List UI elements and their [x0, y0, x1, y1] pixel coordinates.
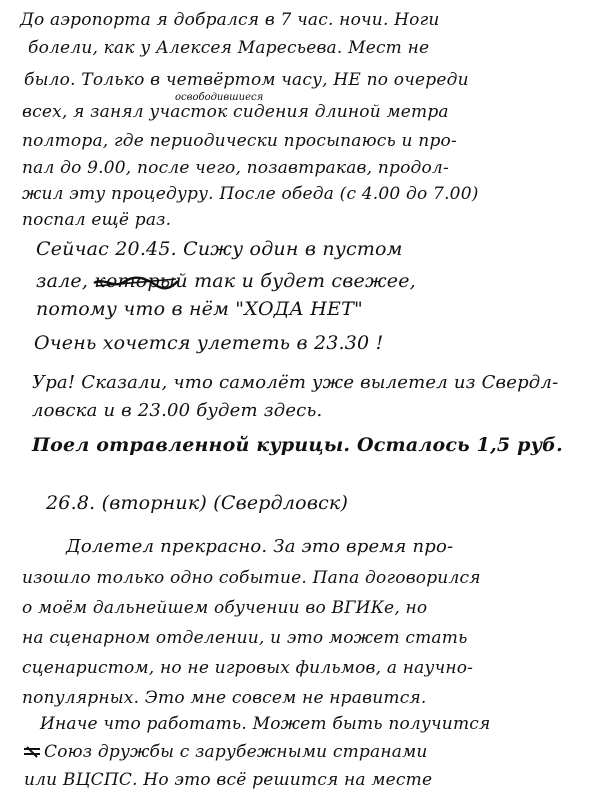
- text-line-24: Союз дружбы с зарубежными странами: [44, 742, 428, 762]
- text-line-13: Ура! Сказали, что самолёт уже вылетел из Свердл-: [32, 372, 559, 393]
- crossed-out-mark: [22, 745, 42, 759]
- text-line-7: жил эту процедуру. После обеда (с 4.00 до 7.00): [22, 184, 479, 204]
- insertion-above-line-3: освободившиеся: [175, 92, 264, 103]
- text-line-25: или ВЦСПС. Но это всё решится на месте: [24, 770, 433, 790]
- text-line-19: о моём дальнейшем обучении во ВГИКе, но: [22, 598, 428, 618]
- text-line-21: сценаристом, но не игровых фильмов, а научно-: [22, 658, 474, 678]
- entry-date-heading: 26.8. (вторник) (Свердловск): [46, 492, 349, 514]
- text-line-3: было. Только в четвёртом часу, НЕ по очереди: [24, 70, 469, 90]
- text-line-5: полтора, где периодически просыпаюсь и про-: [22, 131, 457, 151]
- text-line-10: зале, который так и будет свежее,: [36, 270, 416, 292]
- text-line-15: Поел отравленной курицы. Осталось 1,5 руб.: [32, 434, 563, 456]
- text-line-1: До аэропорта я добрался в 7 час. ночи. Ноги: [20, 10, 440, 30]
- text-line-20: на сценарном отделении, и это может стать: [22, 628, 468, 648]
- text-line-2: болели, как у Алексея Маресьева. Мест не: [28, 38, 430, 58]
- text-line-22: популярных. Это мне совсем не нравится.: [22, 688, 427, 708]
- text-line-23: Иначе что работать. Может быть получится: [40, 714, 491, 734]
- text-line-8: поспал ещё раз.: [22, 210, 172, 230]
- crossed-out-word: [92, 276, 180, 290]
- text-line-18: изошло только одно событие. Папа договорился: [22, 568, 481, 588]
- text-line-14: ловска и в 23.00 будет здесь.: [32, 400, 323, 421]
- text-line-6: пал до 9.00, после чего, позавтракав, продол-: [22, 158, 449, 178]
- text-line-11: потому что в нём "ХОДА НЕТ": [36, 298, 363, 320]
- text-line-4: всех, я занял участок сидения длиной метра: [22, 102, 449, 122]
- text-line-9: Сейчас 20.45. Сижу один в пустом: [36, 238, 403, 260]
- text-line-12: Очень хочется улететь в 23.30 !: [34, 332, 384, 354]
- text-line-17: Долетел прекрасно. За это время про-: [66, 536, 454, 557]
